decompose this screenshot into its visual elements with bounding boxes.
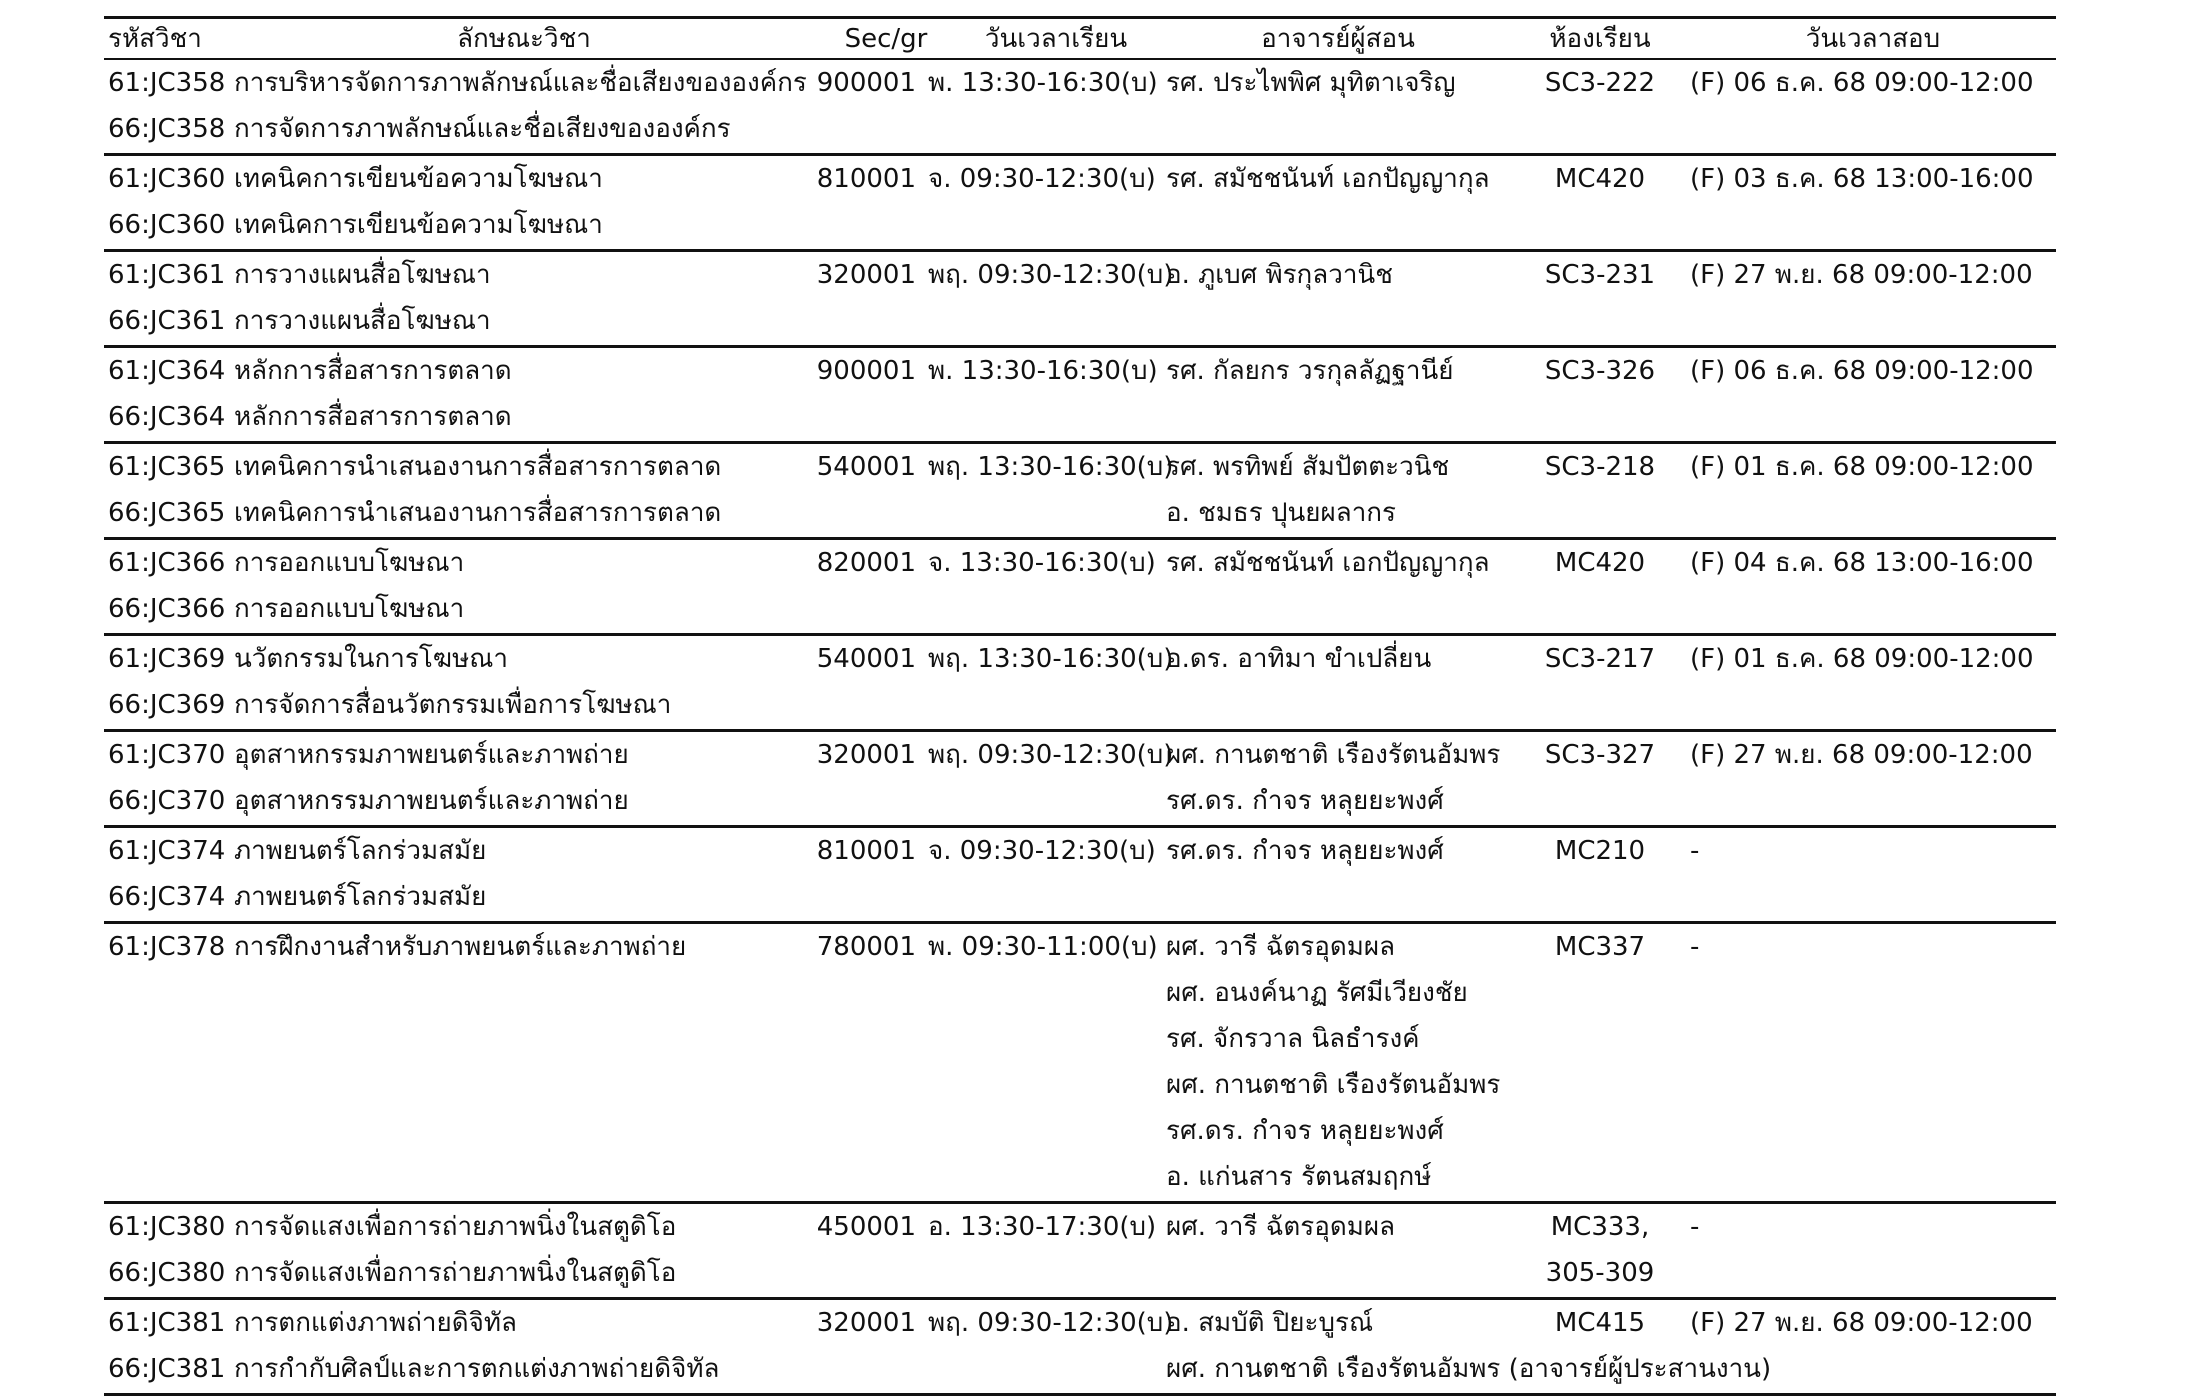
classroom: SC3-231	[1544, 260, 1656, 290]
course-code: 66:JC360	[108, 210, 226, 240]
instructor-name: รศ. กัลยกร วรกุลลัฏฐานีย์	[1166, 356, 1454, 386]
classroom: MC337	[1554, 932, 1646, 962]
header-name: ลักษณะวิชา	[457, 24, 591, 54]
course-code: 66:JC370	[108, 786, 226, 816]
instructor-name: รศ. พรทิพย์ สัมปัตตะวนิช	[1166, 452, 1450, 482]
course-name: เทคนิคการนำเสนองานการสื่อสารการตลาด	[234, 498, 722, 528]
course-group	[104, 732, 2056, 828]
instructor-name: รศ. สมัชชนันท์ เอกปัญญากุล	[1166, 164, 1490, 194]
instructor-name: ผศ. กานตชาติ เรืองรัตนอัมพร (อาจารย์ผู้ประสานงาน)	[1166, 1354, 1772, 1384]
course-name: ภาพยนตร์โลกร่วมสมัย	[234, 836, 487, 866]
course-name: นวัตกรรมในการโฆษณา	[234, 644, 508, 674]
course-code: 61:JC374	[108, 836, 226, 866]
instructor-name: รศ.ดร. กำจร หลุยยะพงศ์	[1166, 1116, 1444, 1146]
course-name: การจัดการภาพลักษณ์และชื่อเสียงขององค์กร	[234, 114, 731, 144]
section-number: 810001	[816, 164, 916, 194]
course-group	[104, 828, 2056, 924]
course-code: 61:JC365	[108, 452, 226, 482]
course-group	[104, 1204, 2056, 1300]
classroom: MC333,	[1550, 1212, 1650, 1242]
course-code: 66:JC380	[108, 1258, 226, 1288]
course-code: 61:JC358	[108, 68, 226, 98]
course-code: 61:JC361	[108, 260, 226, 290]
instructor-name: ผศ. กานตชาติ เรืองรัตนอัมพร	[1166, 1070, 1501, 1100]
exam-time: -	[1690, 1212, 1700, 1242]
course-name: การบริหารจัดการภาพลักษณ์และชื่อเสียงขององค์กร	[234, 68, 807, 98]
class-time: จ. 09:30-12:30(บ)	[928, 836, 1156, 866]
course-code: 66:JC364	[108, 402, 226, 432]
exam-time: (F) 01 ธ.ค. 68 09:00-12:00	[1690, 644, 2034, 674]
instructor-name: ผศ. วารี ฉัตรอุดมผล	[1166, 932, 1396, 962]
instructor-name: ผศ. อนงค์นาฏ รัศมีเวียงชัย	[1166, 978, 1468, 1008]
course-name: การวางแผนสื่อโฆษณา	[234, 306, 491, 336]
header-instructor: อาจารย์ผู้สอน	[1261, 24, 1415, 54]
section-number: 450001	[816, 1212, 916, 1242]
exam-time: -	[1690, 836, 1700, 866]
class-time: พ. 13:30-16:30(บ)	[928, 68, 1158, 98]
course-name: อุตสาหกรรมภาพยนตร์และภาพถ่าย	[234, 740, 629, 770]
exam-time: (F) 27 พ.ย. 68 09:00-12:00	[1690, 740, 2033, 770]
course-code: 61:JC380	[108, 1212, 226, 1242]
section-number: 320001	[816, 740, 916, 770]
course-name: เทคนิคการเขียนข้อความโฆษณา	[234, 210, 603, 240]
classroom: SC3-327	[1544, 740, 1656, 770]
exam-time: (F) 06 ธ.ค. 68 09:00-12:00	[1690, 356, 2034, 386]
class-time: จ. 13:30-16:30(บ)	[928, 548, 1156, 578]
class-time: จ. 09:30-12:30(บ)	[928, 164, 1156, 194]
course-code: 61:JC360	[108, 164, 226, 194]
course-group	[104, 444, 2056, 540]
classroom: SC3-222	[1544, 68, 1656, 98]
classroom: MC210	[1554, 836, 1646, 866]
course-name: การจัดแสงเพื่อการถ่ายภาพนิ่งในสตูดิโอ	[234, 1212, 677, 1242]
exam-time: (F) 27 พ.ย. 68 09:00-12:00	[1690, 260, 2033, 290]
course-group	[104, 540, 2056, 636]
classroom: MC420	[1554, 164, 1646, 194]
exam-time: (F) 01 ธ.ค. 68 09:00-12:00	[1690, 452, 2034, 482]
course-name: หลักการสื่อสารการตลาด	[234, 356, 512, 386]
course-name: การออกแบบโฆษณา	[234, 594, 465, 624]
header-time: วันเวลาเรียน	[984, 24, 1128, 54]
instructor-name: อ. ภูเบศ พิรกุลวานิช	[1166, 260, 1393, 290]
classroom: MC415	[1554, 1308, 1646, 1338]
instructor-name: รศ. จักรวาล นิลธำรงค์	[1166, 1024, 1420, 1054]
section-number: 320001	[816, 260, 916, 290]
section-number: 810001	[816, 836, 916, 866]
section-number: 820001	[816, 548, 916, 578]
class-time: พฤ. 09:30-12:30(บ)	[928, 1308, 1174, 1338]
header-sec: Sec/gr	[844, 24, 928, 54]
instructor-name: รศ.ดร. กำจร หลุยยะพงศ์	[1166, 836, 1444, 866]
course-code: 66:JC366	[108, 594, 226, 624]
classroom: SC3-326	[1544, 356, 1656, 386]
course-group	[104, 60, 2056, 156]
exam-time: (F) 27 พ.ย. 68 09:00-12:00	[1690, 1308, 2033, 1338]
course-name: การตกแต่งภาพถ่ายดิจิทัล	[234, 1308, 517, 1338]
section-number: 320001	[816, 1308, 916, 1338]
course-name: การออกแบบโฆษณา	[234, 548, 465, 578]
section-number: 540001	[816, 644, 916, 674]
instructor-name: รศ. สมัชชนันท์ เอกปัญญากุล	[1166, 548, 1490, 578]
exam-time: (F) 04 ธ.ค. 68 13:00-16:00	[1690, 548, 2034, 578]
course-group	[104, 348, 2056, 444]
course-code: 66:JC361	[108, 306, 226, 336]
course-code: 61:JC381	[108, 1308, 226, 1338]
course-code: 61:JC370	[108, 740, 226, 770]
course-name: เทคนิคการนำเสนองานการสื่อสารการตลาด	[234, 452, 722, 482]
class-time: พ. 13:30-16:30(บ)	[928, 356, 1158, 386]
instructor-name: อ. ชมธร ปุนยผลากร	[1166, 498, 1397, 528]
course-group	[104, 156, 2056, 252]
course-code: 61:JC364	[108, 356, 226, 386]
section-number: 900001	[816, 68, 916, 98]
section-number: 540001	[816, 452, 916, 482]
instructor-name: อ. แก่นสาร รัตนสมฤกษ์	[1166, 1162, 1432, 1192]
instructor-name: ผศ. วารี ฉัตรอุดมผล	[1166, 1212, 1396, 1242]
course-code: 61:JC378	[108, 932, 226, 962]
table-header	[104, 16, 2056, 60]
course-group	[104, 252, 2056, 348]
course-code: 61:JC369	[108, 644, 226, 674]
course-name: การจัดแสงเพื่อการถ่ายภาพนิ่งในสตูดิโอ	[234, 1258, 677, 1288]
course-schedule-table	[104, 16, 2056, 1396]
class-time: พฤ. 13:30-16:30(บ)	[928, 644, 1174, 674]
exam-time: -	[1690, 932, 1700, 962]
instructor-name: อ. สมบัติ ปิยะบูรณ์	[1166, 1308, 1374, 1338]
class-time: พฤ. 13:30-16:30(บ)	[928, 452, 1174, 482]
header-code: รหัสวิชา	[108, 24, 202, 54]
course-code: 66:JC369	[108, 690, 226, 720]
class-time: อ. 13:30-17:30(บ)	[928, 1212, 1157, 1242]
course-name: หลักการสื่อสารการตลาด	[234, 402, 512, 432]
course-group	[104, 1300, 2056, 1396]
course-group	[104, 636, 2056, 732]
exam-time: (F) 03 ธ.ค. 68 13:00-16:00	[1690, 164, 2034, 194]
instructor-name: รศ. ประไพพิศ มุทิตาเจริญ	[1166, 68, 1456, 98]
classroom: 305-309	[1545, 1258, 1655, 1288]
course-name: การกำกับศิลป์และการตกแต่งภาพถ่ายดิจิทัล	[234, 1354, 720, 1384]
classroom: SC3-218	[1544, 452, 1656, 482]
course-code: 66:JC358	[108, 114, 226, 144]
class-time: พฤ. 09:30-12:30(บ)	[928, 260, 1174, 290]
course-name: อุตสาหกรรมภาพยนตร์และภาพถ่าย	[234, 786, 629, 816]
course-code: 66:JC365	[108, 498, 226, 528]
course-name: การฝึกงานสำหรับภาพยนตร์และภาพถ่าย	[234, 932, 687, 962]
course-name: การจัดการสื่อนวัตกรรมเพื่อการโฆษณา	[234, 690, 672, 720]
class-time: พฤ. 09:30-12:30(บ)	[928, 740, 1174, 770]
course-code: 61:JC366	[108, 548, 226, 578]
header-exam: วันเวลาสอบ	[1805, 24, 1941, 54]
class-time: พ. 09:30-11:00(บ)	[928, 932, 1158, 962]
section-number: 900001	[816, 356, 916, 386]
classroom: MC420	[1554, 548, 1646, 578]
instructor-name: อ.ดร. อาทิมา ขำเปลี่ยน	[1166, 644, 1432, 674]
header-room: ห้องเรียน	[1549, 24, 1651, 54]
course-name: เทคนิคการเขียนข้อความโฆษณา	[234, 164, 603, 194]
course-name: การวางแผนสื่อโฆษณา	[234, 260, 491, 290]
instructor-name: ผศ. กานตชาติ เรืองรัตนอัมพร	[1166, 740, 1501, 770]
instructor-name: รศ.ดร. กำจร หลุยยะพงศ์	[1166, 786, 1444, 816]
course-group	[104, 924, 2056, 1204]
course-code: 66:JC374	[108, 882, 226, 912]
course-code: 66:JC381	[108, 1354, 226, 1384]
exam-time: (F) 06 ธ.ค. 68 09:00-12:00	[1690, 68, 2034, 98]
classroom: SC3-217	[1544, 644, 1656, 674]
course-name: ภาพยนตร์โลกร่วมสมัย	[234, 882, 487, 912]
table-body	[104, 60, 2056, 1396]
section-number: 780001	[816, 932, 916, 962]
